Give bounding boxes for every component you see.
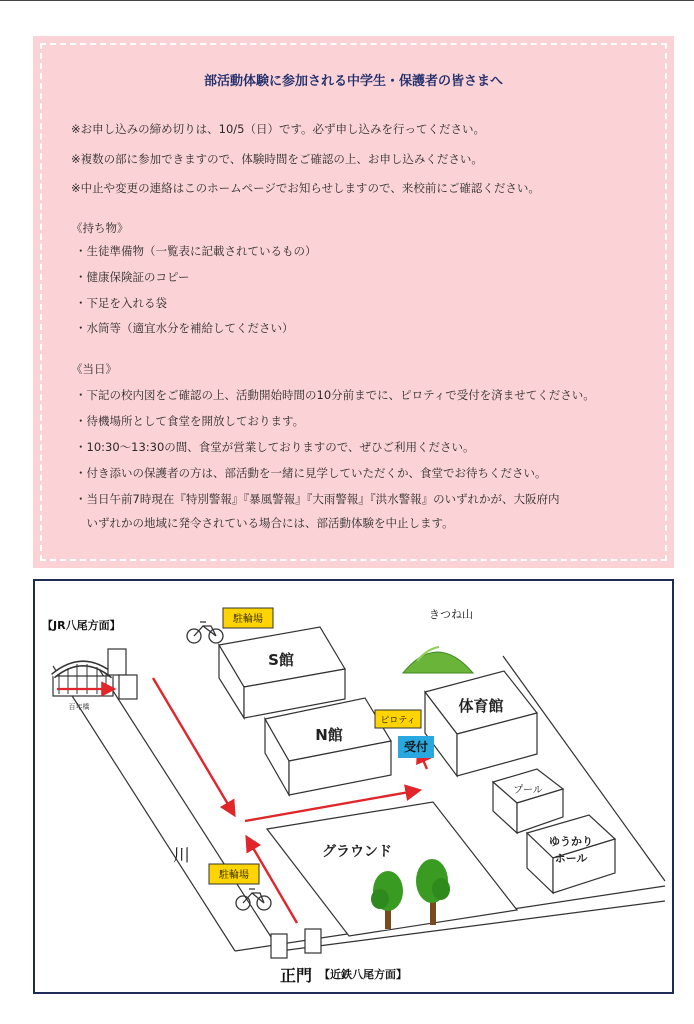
building-s-label: S館 <box>268 651 294 669</box>
campus-map-drawing <box>35 581 674 994</box>
building-n <box>265 698 391 795</box>
route-arrow-down <box>153 678 232 811</box>
kintetsu-direction-label: 【近鉄八尾方面】 <box>319 968 407 981</box>
belongings-item: ・生徒準備物（一覧表に記載されているもの） <box>75 244 317 258</box>
notice-box <box>33 36 674 568</box>
bicycle-icon-bottom <box>236 889 271 910</box>
pool-label: プール <box>513 785 543 796</box>
main-gate-post-icon <box>271 929 321 958</box>
bike-parking-bottom-label: 駐輪場 <box>219 870 249 881</box>
campus-map <box>33 579 674 994</box>
ground-area <box>267 802 517 936</box>
hall-label-line1: ゆうかり <box>549 835 593 848</box>
belongings-item: ・下足を入れる袋 <box>75 296 167 310</box>
note-cancellation: ※中止や変更の連絡はこのホームページでお知らせしますので、来校前にご確認ください。 <box>71 181 540 195</box>
hall-label-line2: ホール <box>554 852 588 865</box>
hill-icon <box>403 647 473 673</box>
piloti-label: ピロティ <box>380 716 416 726</box>
day-item: ・当日午前7時現在『特別警報』『暴風警報』『大雨警報』『洪水警報』のいずれかが、大阪府内 <box>75 492 560 506</box>
bridge-name-label: 百年橋 <box>68 703 90 711</box>
jr-direction-label: 【JR八尾方面】 <box>42 619 121 632</box>
main-gate-label: 正門 <box>280 966 313 985</box>
day-item: ・下記の校内図をご確認の上、活動開始時間の10分前までに、ピロティで受付を済ませてください。 <box>75 388 595 402</box>
river-label: 川 <box>173 846 190 866</box>
day-item: ・付き添いの保護者の方は、部活動を一緒に見学していただくか、食堂でお待ちください。 <box>75 466 547 480</box>
building-gym <box>425 671 537 776</box>
day-item: ・待機場所として食堂を開放しております。 <box>75 414 305 428</box>
bridge-icon <box>53 664 113 697</box>
building-pool <box>493 769 563 833</box>
ground-label: グラウンド <box>322 844 392 860</box>
gym-label: 体育館 <box>458 697 504 715</box>
building-n-label: N館 <box>315 726 343 744</box>
reception-label: 受付 <box>403 740 429 754</box>
hill-name-label: きつね山 <box>429 608 473 621</box>
belongings-item: ・水筒等（適宜水分を補給してください） <box>75 321 294 335</box>
note-deadline: ※お申し込みの締め切りは、10/5（日）です。必ず申し込みを行ってください。 <box>71 122 486 136</box>
day-item: ・10:30～13:30の間、食堂が営業しておりますので、ぜひご利用ください。 <box>75 440 475 454</box>
note-multiple-clubs: ※複数の部に参加できますので、体験時間をご確認の上、お申し込みください。 <box>71 152 483 166</box>
belongings-item: ・健康保険証のコピー <box>75 270 190 284</box>
top-rule <box>0 0 694 1</box>
notice-title: 部活動体験に参加される中学生・保護者の皆さまへ <box>203 74 503 89</box>
bicycle-icon-top <box>187 622 223 643</box>
day-heading: 《当日》 <box>71 362 117 376</box>
day-item: いずれかの地域に発令されている場合には、部活動体験を中止します。 <box>75 516 454 530</box>
building-s <box>219 627 345 718</box>
bike-parking-top-label: 駐輪場 <box>233 614 263 625</box>
belongings-heading: 《持ち物》 <box>71 221 129 235</box>
